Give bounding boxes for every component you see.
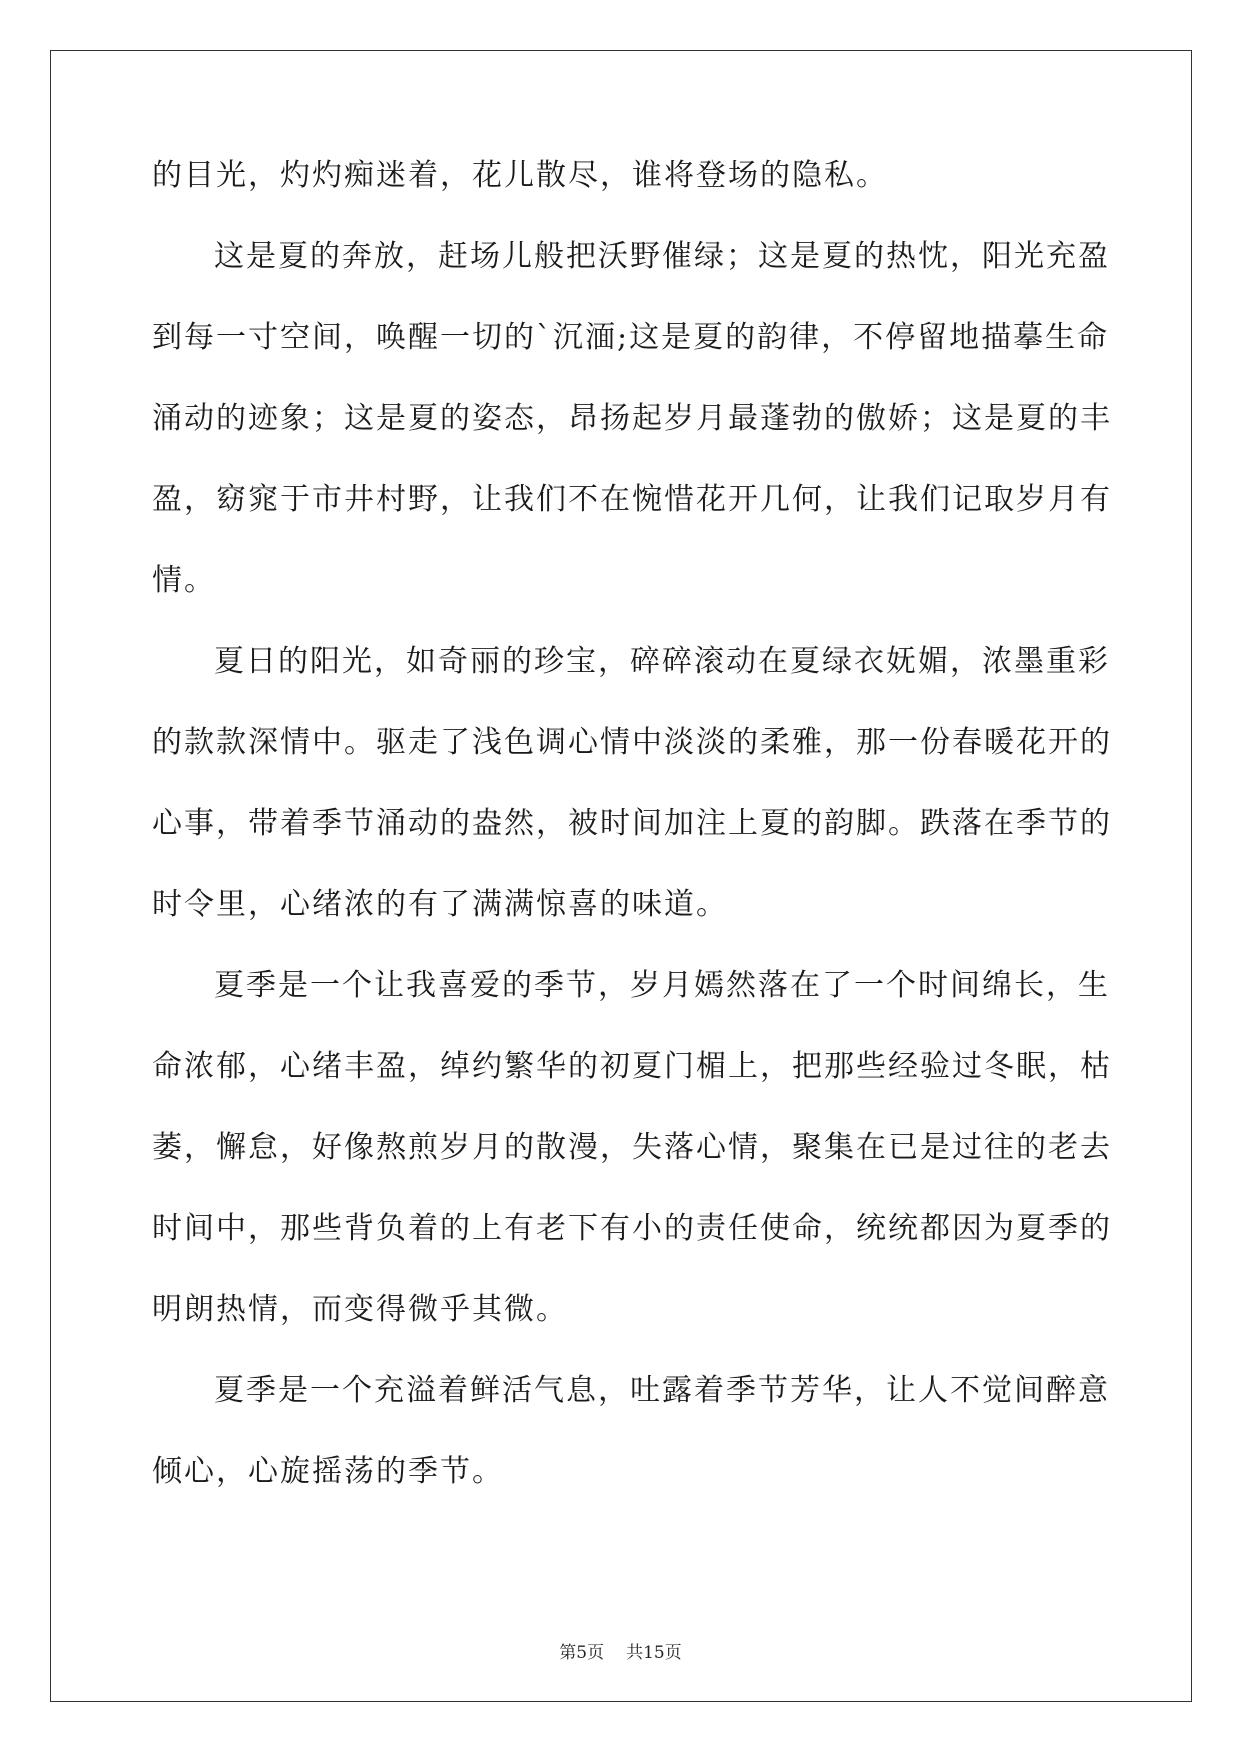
paragraph-start-line: 这是夏的奔放，赶场儿般把沃野催绿；这是夏的热忱，阳光充盈 — [214, 239, 1110, 274]
text-line: 心事，带着季节涌动的盎然，被时间加注上夏的韵脚。跌落在季节的 — [152, 806, 1112, 841]
text-line: 的目光，灼灼痴迷着，花儿散尽，谁将登场的隐私。 — [152, 158, 888, 193]
text-line: 时间中，那些背负着的上有老下有小的责任使命，统统都因为夏季的 — [152, 1211, 1112, 1246]
text-line: 倾心，心旋摇荡的季节。 — [152, 1454, 504, 1489]
paragraph-start-line: 夏季是一个让我喜爱的季节，岁月嫣然落在了一个时间绵长，生 — [214, 968, 1110, 1003]
document-body — [152, 156, 1112, 1533]
page-number: 第5页 — [559, 1643, 605, 1663]
page-footer — [0, 1638, 1241, 1663]
text-line: 的款款深情中。驱走了浅色调心情中淡淡的柔雅，那一份春暖花开的 — [152, 725, 1112, 760]
text-line: 情。 — [152, 563, 216, 598]
paragraph-start-line: 夏季是一个充溢着鲜活气息，吐露着季节芳华，让人不觉间醉意 — [214, 1373, 1110, 1408]
text-line: 明朗热情，而变得微乎其微。 — [152, 1292, 568, 1327]
text-line: 涌动的迹象；这是夏的姿态，昂扬起岁月最蓬勃的傲娇；这是夏的丰 — [152, 401, 1112, 436]
paragraph-start-line: 夏日的阳光，如奇丽的珍宝，碎碎滚动在夏绿衣妩媚，浓墨重彩 — [214, 644, 1110, 679]
text-line: 盈，窈窕于市井村野，让我们不在惋惜花开几何，让我们记取岁月有 — [152, 482, 1112, 517]
text-line: 时令里，心绪浓的有了满满惊喜的味道。 — [152, 887, 728, 922]
page-total: 共15页 — [626, 1643, 682, 1663]
text-line: 萎，懈怠，好像熬煎岁月的散漫，失落心情，聚集在已是过往的老去 — [152, 1130, 1112, 1165]
text-line: 到每一寸空间，唤醒一切的`沉湎;这是夏的韵律，不停留地描摹生命 — [152, 320, 1110, 355]
text-line: 命浓郁，心绪丰盈，绰约繁华的初夏门楣上，把那些经验过冬眠，枯 — [152, 1049, 1112, 1084]
